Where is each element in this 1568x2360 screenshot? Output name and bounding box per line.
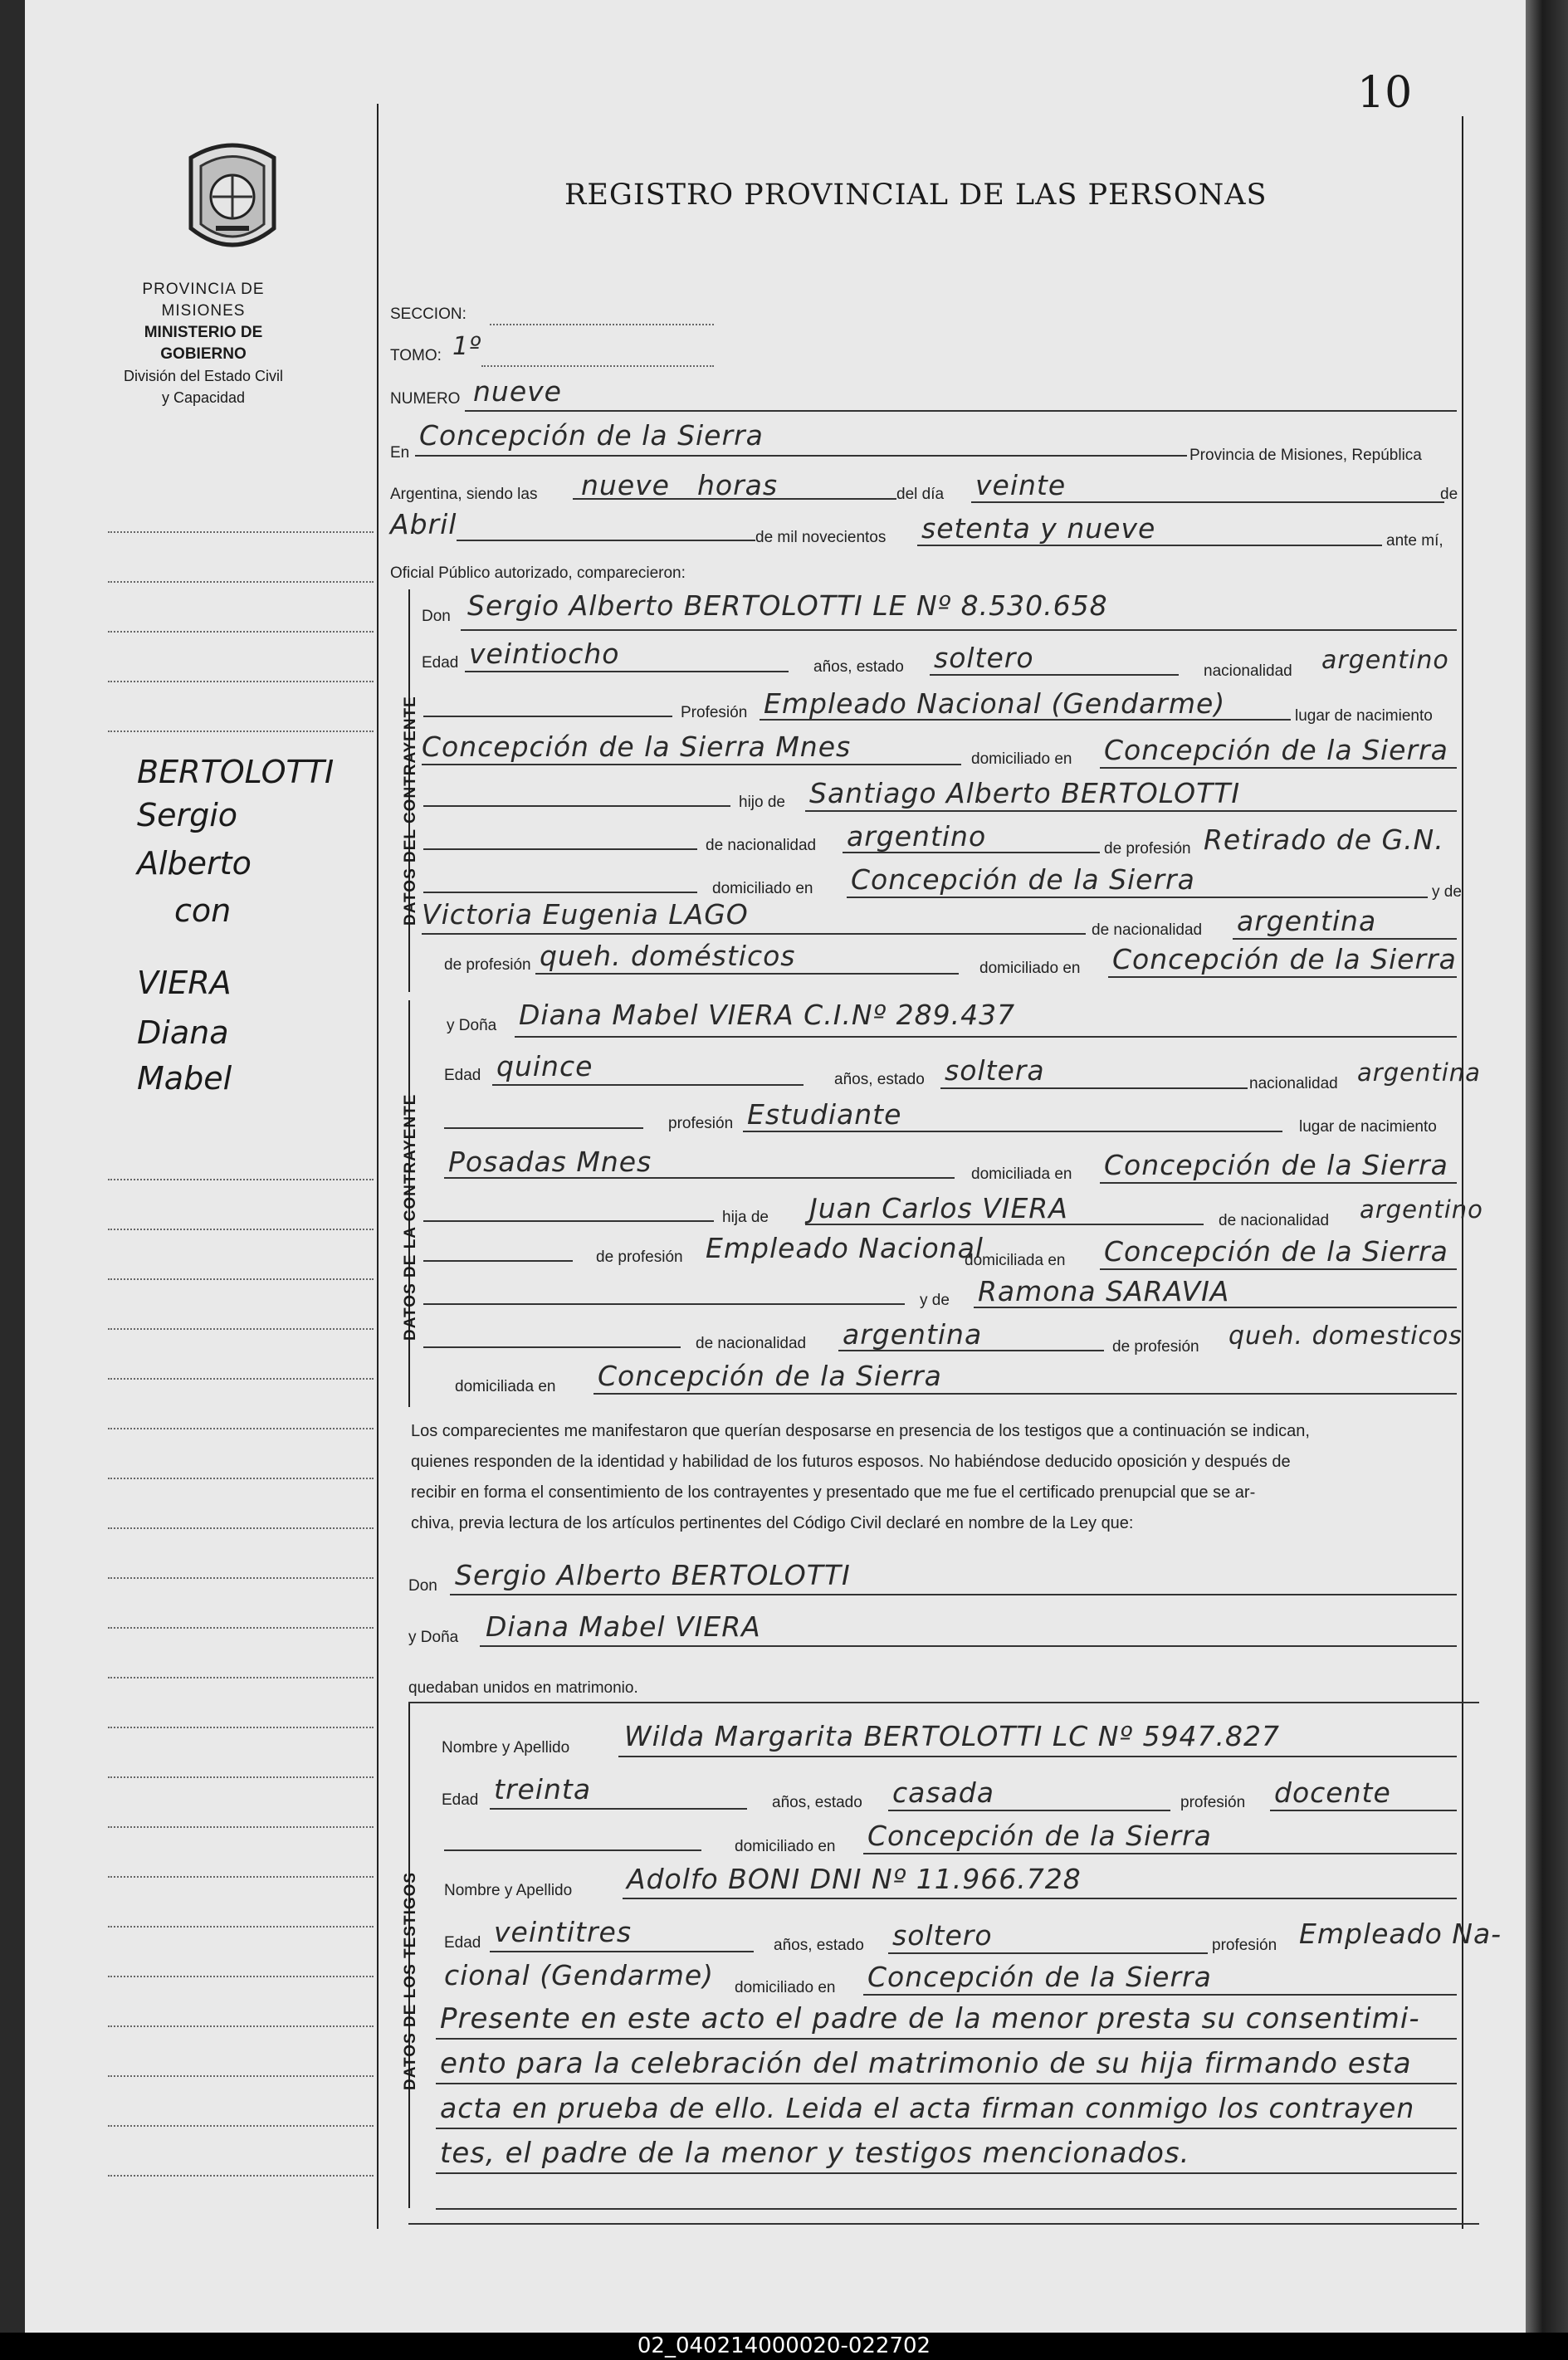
w1-estado-label: años, estado <box>772 1794 862 1811</box>
groom-madre: Victoria Eugenia LAGO <box>422 898 749 931</box>
bride-ydo-pre-line <box>423 1303 905 1305</box>
bride-mdom-label: domiciliada en <box>455 1378 556 1395</box>
w1-nombre: Wilda Margarita BERTOLOTTI LC Nº 5947.827 <box>624 1720 1280 1752</box>
groom-estado-line <box>930 674 1179 676</box>
bride-edad: quince <box>496 1050 593 1082</box>
bride-pnac-label: de nacionalidad <box>1219 1212 1330 1229</box>
bride-padre-prof: Empleado Nacional <box>706 1232 984 1264</box>
frame-right-line <box>1462 116 1463 2229</box>
w2-edad-label: Edad <box>444 1934 481 1952</box>
groom-edad-label: Edad <box>422 654 459 672</box>
note-line-2: ento para la celebración del matrimonio de su hija firmando esta <box>440 2047 1412 2080</box>
note-underline-3 <box>436 2128 1457 2129</box>
groom-pnac-label: de nacionalidad <box>706 837 817 854</box>
w1-edad-line <box>490 1808 747 1810</box>
margin-name-surname-groom: BERTOLOTTI <box>137 754 335 790</box>
paragraph-line-1: Los comparecientes me manifestaron que querían desposarse en presencia de los testigos que a continuación se indican, <box>411 1422 1310 1440</box>
groom-padre-prof: Retirado de G.N. <box>1204 823 1444 856</box>
bride-padre-nac: argentino <box>1360 1195 1483 1224</box>
de-label: de <box>1440 486 1458 503</box>
groom-edad: veintiocho <box>469 638 620 670</box>
tomo-value: 1º <box>452 332 482 361</box>
w1-prof-label: profesión <box>1180 1794 1246 1811</box>
lugar-line <box>415 455 1187 457</box>
bride-padre-dom: Concepción de la Sierra <box>1104 1235 1448 1268</box>
don-label: Don <box>422 608 451 625</box>
groom-prof-line <box>760 719 1291 721</box>
groom-lugar-line <box>422 764 961 765</box>
groom-hijo-label: hijo de <box>739 794 785 811</box>
numero-label: NUMERO <box>390 390 461 408</box>
groom-name: Sergio Alberto BERTOLOTTI LE Nº 8.530.658 <box>467 589 1108 622</box>
bride-mprof-label: de profesión <box>1112 1338 1199 1356</box>
groom-lugar: Concepción de la Sierra Mnes <box>422 730 852 763</box>
hora-value: nueve <box>581 469 670 501</box>
bride-estado: soltera <box>945 1054 1045 1087</box>
w2-estado-label: años, estado <box>774 1937 864 1954</box>
horas-text: horas <box>697 469 779 501</box>
groom-profesion: Empleado Nacional (Gendarme) <box>764 687 1226 720</box>
bride-madre-dom: Concepción de la Sierra <box>598 1360 942 1392</box>
groom-edad-line <box>465 671 789 672</box>
office-capacity: y Capacidad <box>161 389 246 406</box>
note-underline-1 <box>436 2038 1457 2040</box>
groom-madre-line <box>422 933 1086 935</box>
registry-title: REGISTRO PROVINCIAL DE LAS PERSONAS <box>564 178 1268 212</box>
bride-pdom-label: domiciliada en <box>965 1252 1066 1269</box>
margin-name-first-groom: Sergio <box>137 797 238 833</box>
bride-madre: Ramona SARAVIA <box>978 1275 1230 1307</box>
groom-padre: Santiago Alberto BERTOLOTTI <box>809 777 1241 809</box>
groom-nac: argentino <box>1321 646 1449 675</box>
groom-hijo-pre-line <box>423 805 730 807</box>
groom-estado: soltero <box>934 642 1034 674</box>
bride-dom-line <box>1100 1182 1457 1184</box>
bride-domicilio: Concepción de la Sierra <box>1104 1149 1448 1181</box>
bride-madre-nac: argentina <box>843 1318 983 1351</box>
page-number: 10 <box>1357 68 1413 118</box>
w1-edad: treinta <box>494 1773 592 1805</box>
oficial-label: Oficial Público autorizado, comparecieron: <box>390 564 686 582</box>
witness-top-line <box>408 1702 1479 1703</box>
decl-dona-name: Diana Mabel VIERA <box>486 1610 761 1643</box>
margin-name-middle-bride: Mabel <box>137 1060 232 1097</box>
w2-nombre-label: Nombre y Apellido <box>444 1882 573 1899</box>
tomo-label: TOMO: <box>390 347 442 364</box>
de-mil-label: de mil novecientos <box>755 529 887 546</box>
bride-madre-prof: queh. domesticos <box>1229 1322 1463 1351</box>
groom-madre-prof: queh. domésticos <box>540 940 796 972</box>
seccion-label: SECCION: <box>390 305 466 323</box>
ante-mi-label: ante mí, <box>1386 532 1443 550</box>
groom-domicilio: Concepción de la Sierra <box>1104 734 1448 766</box>
groom-mprof-line <box>535 973 959 975</box>
groom-padre-line <box>805 810 1457 812</box>
w2-nombre-line <box>623 1898 1457 1899</box>
witness-section-title: DATOS DE LOS TESTIGOS <box>402 1871 419 2090</box>
seccion-line <box>490 324 714 325</box>
groom-pnac-pre-line <box>423 848 697 850</box>
w2-edad-line <box>490 1951 754 1952</box>
argentina-siendo-label: Argentina, siendo las <box>390 486 538 503</box>
groom-pprof-label: de profesión <box>1104 840 1191 858</box>
w2-edad: veintitres <box>494 1916 633 1948</box>
w1-domicilio: Concepción de la Sierra <box>867 1820 1212 1852</box>
bride-pprof-label: de profesión <box>596 1248 683 1266</box>
lugar-value: Concepción de la Sierra <box>419 419 764 452</box>
numero-value: nueve <box>473 375 562 408</box>
w1-nombre-label: Nombre y Apellido <box>442 1739 570 1757</box>
w2-estado: soltero <box>892 1919 993 1952</box>
dona-label: y Doña <box>447 1017 497 1034</box>
office-division: División del Estado Civil <box>123 368 284 384</box>
note-underline-5 <box>436 2208 1457 2210</box>
hora-line <box>573 498 896 500</box>
groom-prof-label: Profesión <box>681 704 748 721</box>
office-ministry: MINISTERIO DE GOBIERNO <box>144 324 263 363</box>
dia-value: veinte <box>975 469 1067 501</box>
mes-value: Abril <box>390 508 457 540</box>
en-label: En <box>390 444 410 462</box>
note-line-1: Presente en este acto el padre de la menor presta su consentimi- <box>440 2002 1420 2035</box>
anio-line <box>917 545 1382 546</box>
quedaban-label: quedaban unidos en matrimonio. <box>408 1679 638 1697</box>
w1-edad-label: Edad <box>442 1791 479 1809</box>
bride-prof-pre-line <box>444 1127 643 1129</box>
bride-hija-pre-line <box>423 1220 714 1222</box>
groom-padre-nac: argentino <box>847 820 987 853</box>
provincial-seal-icon <box>183 137 282 261</box>
bride-name: Diana Mabel VIERA C.I.Nº 289.437 <box>519 999 1016 1031</box>
groom-dom-line <box>1100 767 1457 769</box>
paragraph-line-2: quienes responden de la identidad y habilidad de los futuros esposos. No habiéndose deducido oposición y después de <box>411 1453 1291 1471</box>
bride-madre-line <box>974 1307 1457 1308</box>
decl-don-line <box>450 1594 1457 1595</box>
bride-pdom-line <box>1100 1268 1457 1270</box>
groom-nac-label: nacionalidad <box>1204 662 1292 680</box>
w2-profesion-b: cional (Gendarme) <box>444 1959 715 1991</box>
bride-hija-label: hija de <box>722 1209 769 1226</box>
bride-padre: Juan Carlos VIERA <box>809 1192 1068 1224</box>
bride-padre-line <box>805 1224 1204 1225</box>
decl-don-name: Sergio Alberto BERTOLOTTI <box>455 1559 851 1591</box>
bride-edad-line <box>492 1084 804 1086</box>
bride-edad-label: Edad <box>444 1067 481 1084</box>
w2-prof-label: profesión <box>1212 1937 1277 1954</box>
note-underline-4 <box>436 2172 1457 2174</box>
bride-lugar-label: lugar de nacimiento <box>1299 1118 1437 1136</box>
w1-prof-line <box>1270 1810 1457 1811</box>
groom-pdom-line <box>847 897 1428 898</box>
bride-pprof-pre-line <box>423 1260 573 1262</box>
groom-mdom-line <box>1108 976 1457 978</box>
note-underline-2 <box>436 2083 1457 2084</box>
groom-pdom-label: domiciliado en <box>712 880 813 897</box>
bride-prof-line <box>743 1131 1282 1132</box>
bride-yde-label: y de <box>920 1292 950 1309</box>
bride-mnac-line <box>838 1350 1104 1351</box>
bride-mdom-line <box>593 1393 1457 1395</box>
bride-lugar-line <box>444 1177 955 1179</box>
margin-name-middle-groom: Alberto <box>137 845 252 882</box>
w1-dom-line <box>863 1853 1457 1854</box>
decl-don-label: Don <box>408 1577 437 1595</box>
image-id-bar: 02_040214000020-022702 <box>0 2333 1568 2360</box>
margin-name-con: con <box>174 892 232 929</box>
bride-profesion: Estudiante <box>747 1098 902 1131</box>
tomo-line <box>481 365 714 367</box>
del-dia-label: del día <box>896 486 945 503</box>
w1-dom-label: domiciliado en <box>735 1838 836 1855</box>
w2-profesion-a: Empleado Na- <box>1299 1918 1502 1950</box>
w2-dom-label: domiciliado en <box>735 1979 836 1996</box>
groom-pnac-line <box>843 852 1100 853</box>
bride-nac-label: nacionalidad <box>1249 1075 1338 1092</box>
groom-dom-label: domiciliado en <box>971 750 1072 768</box>
w2-domicilio: Concepción de la Sierra <box>867 1961 1212 1993</box>
bride-estado-label: años, estado <box>834 1071 925 1088</box>
groom-mnac-label: de nacionalidad <box>1092 921 1203 939</box>
decl-dona-line <box>480 1645 1457 1647</box>
groom-madre-nac: argentina <box>1237 905 1377 937</box>
groom-mnac-line <box>1233 938 1457 940</box>
groom-estado-label: años, estado <box>813 658 904 676</box>
groom-lugar-label: lugar de nacimiento <box>1295 707 1433 725</box>
w2-estado-line <box>888 1952 1208 1954</box>
bride-mnac-pre-line <box>423 1346 681 1348</box>
note-line-3: acta en prueba de ello. Leida el acta firman conmigo los contrayen <box>440 2092 1415 2124</box>
groom-mdom-label: domiciliado en <box>979 960 1081 977</box>
paragraph-line-3: recibir en forma el consentimiento de los contrayentes y presentado que me fue el certificado prenupcial que se ar- <box>411 1483 1256 1502</box>
document-page <box>25 0 1527 2333</box>
w1-estado-line <box>888 1810 1170 1811</box>
w2-nombre: Adolfo BONI DNI Nº 11.966.728 <box>627 1863 1082 1895</box>
groom-name-line <box>461 629 1457 631</box>
paragraph-line-4: chiva, previa lectura de los artículos pertinentes del Código Civil declaré en nombre de la Ley que: <box>411 1514 1134 1532</box>
groom-pdom-pre-line <box>423 892 697 893</box>
w1-dom-pre-line <box>444 1849 701 1851</box>
office-block <box>108 279 299 408</box>
mes-line <box>457 540 755 541</box>
margin-name-surname-bride: VIERA <box>137 965 232 1001</box>
book-binding <box>1526 0 1568 2360</box>
bride-dom-label: domiciliada en <box>971 1165 1072 1183</box>
bride-name-line <box>515 1036 1457 1038</box>
groom-prof-pre-line <box>423 716 672 717</box>
w1-estado: casada <box>892 1776 994 1809</box>
bride-lugar: Posadas Mnes <box>448 1146 652 1178</box>
bride-estado-line <box>940 1087 1248 1089</box>
groom-yde-label: y de <box>1432 883 1462 901</box>
w2-dom-line <box>863 1994 1457 1996</box>
anio-value: setenta y nueve <box>921 512 1156 545</box>
numero-line <box>465 410 1457 412</box>
office-province: PROVINCIA DE MISIONES <box>142 281 265 320</box>
decl-dona-label: y Doña <box>408 1629 459 1646</box>
margin-name-first-bride: Diana <box>137 1014 229 1051</box>
frame-left-line <box>377 104 379 2229</box>
groom-madre-dom: Concepción de la Sierra <box>1112 943 1457 975</box>
w1-nombre-line <box>618 1756 1457 1757</box>
note-line-4: tes, el padre de la menor y testigos mencionados. <box>440 2137 1190 2170</box>
w1-profesion: docente <box>1274 1776 1391 1809</box>
bride-prof-label: profesión <box>668 1115 734 1132</box>
bride-section-title: DATOS DE LA CONTRAYENTE <box>402 1093 419 1341</box>
groom-mprof-label: de profesión <box>444 956 531 974</box>
bottom-line <box>408 2223 1479 2225</box>
groom-padre-dom: Concepción de la Sierra <box>851 863 1195 896</box>
provincia-label: Provincia de Misiones, República <box>1189 447 1422 464</box>
bride-nac: argentina <box>1357 1058 1481 1087</box>
groom-section-title: DATOS DEL CONTRAYENTE <box>402 696 419 926</box>
dia-line <box>971 501 1444 503</box>
bride-mnac-label: de nacionalidad <box>696 1335 807 1352</box>
